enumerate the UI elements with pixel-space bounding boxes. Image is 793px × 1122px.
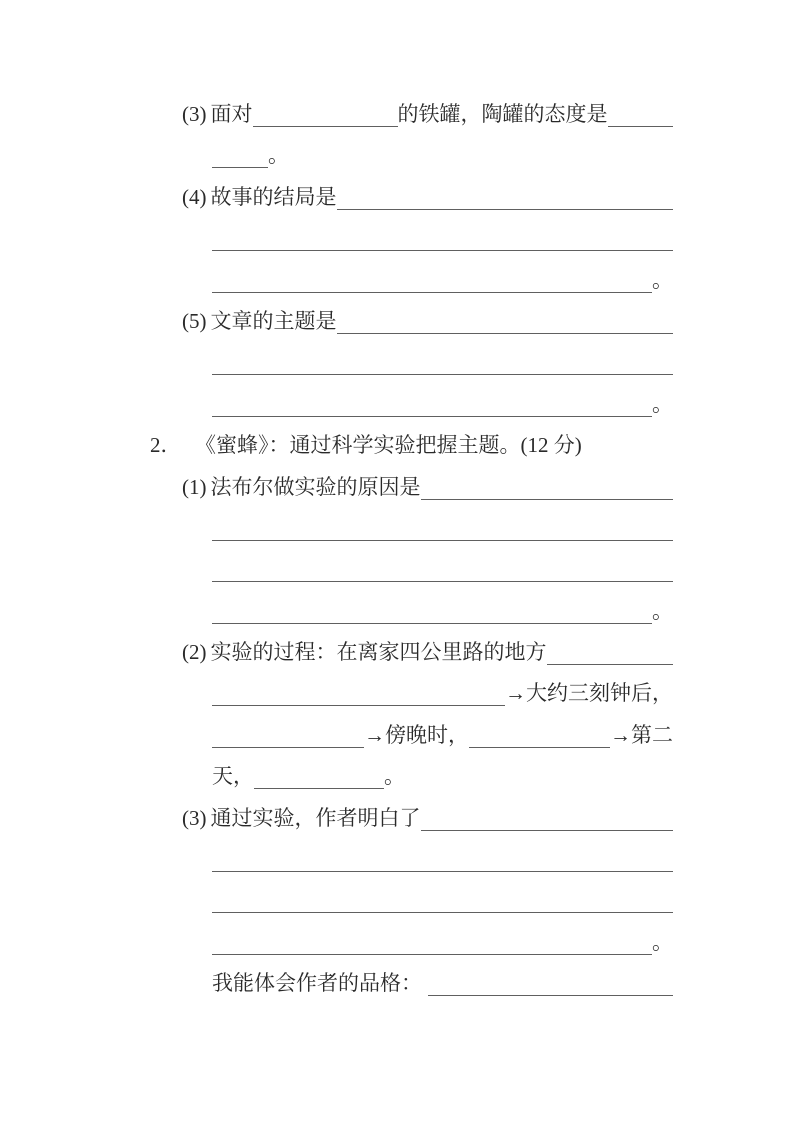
q1-item3-line (182, 86, 673, 127)
answer-blank (212, 705, 505, 706)
q1-item4-cont-line-2 (212, 251, 673, 292)
q2-item1-cont-line-2 (212, 541, 673, 582)
period-mark: 。 (268, 143, 289, 168)
answer-blank (421, 830, 674, 831)
period-mark: 。 (384, 764, 405, 789)
q2-item1-line (182, 458, 673, 499)
period-mark: 。 (652, 598, 673, 623)
answer-blank (254, 788, 384, 789)
q1-item5-cont-line-2 (212, 375, 673, 416)
q2-item3-cont-line-3 (212, 913, 673, 954)
q1-item5-cont-line-1 (212, 334, 673, 375)
question-text: 法布尔做实验的原因是 (210, 474, 421, 499)
q1-item3-cont-line (212, 127, 673, 168)
worksheet-content (0, 86, 793, 997)
q2-item3-cont-line-1 (212, 831, 673, 872)
answer-blank (212, 581, 673, 582)
answer-blank (212, 374, 673, 375)
item-number: (2) (182, 640, 207, 665)
answer-blank (469, 747, 610, 748)
question-text: 实验的过程：在离家四公里路的地方 (210, 640, 547, 665)
q2-item3-line (182, 789, 673, 830)
period-mark: 。 (652, 391, 673, 416)
q1-item5-line (182, 293, 673, 334)
answer-blank (212, 416, 652, 417)
answer-blank (337, 209, 674, 210)
q2-item1-cont-line-1 (212, 500, 673, 541)
item-number: (4) (182, 184, 207, 209)
answer-blank (212, 292, 652, 293)
q2-item2-cont-line-3 (212, 748, 673, 789)
answer-blank (212, 954, 652, 955)
q1-item4-line (182, 168, 673, 209)
answer-blank (212, 167, 268, 168)
question-text: 天， (212, 764, 254, 789)
answer-blank (212, 623, 652, 624)
question-text: →第二 (610, 722, 673, 747)
answer-blank (253, 126, 398, 127)
item-number: (3) (182, 805, 207, 830)
q2-item2-cont-line-1 (212, 665, 673, 706)
question-text: 故事的结局是 (210, 184, 337, 209)
q2-item3-summary-line (212, 955, 673, 996)
period-mark: 。 (652, 929, 673, 954)
q2-item3-cont-line-2 (212, 872, 673, 913)
period-mark: 。 (652, 267, 673, 292)
q1-item4-cont-line-1 (212, 210, 673, 251)
question-text: →傍晚时， (364, 722, 469, 747)
question-text: 文章的主题是 (210, 308, 337, 333)
question-text: 我能体会作者的品格： (212, 971, 422, 996)
q2-item2-line (182, 624, 673, 665)
answer-blank (337, 333, 674, 334)
answer-blank (421, 499, 674, 500)
answer-blank (212, 250, 673, 251)
question-text: →大约三刻钟后， (505, 681, 673, 706)
question-title: 《蜜蜂》：通过科学实验把握主题。(12 分) (195, 433, 582, 458)
question-text: 的铁罐，陶罐的态度是 (397, 101, 608, 126)
answer-blank (428, 995, 673, 996)
item-number: (5) (182, 308, 207, 333)
answer-blank (212, 540, 673, 541)
q2-item1-cont-line-3 (212, 582, 673, 623)
answer-blank (608, 126, 674, 127)
item-number: (3) (182, 101, 207, 126)
answer-blank (212, 747, 364, 748)
item-number: 2． (150, 433, 182, 458)
item-number: (1) (182, 474, 207, 499)
answer-blank (212, 871, 673, 872)
answer-blank (547, 664, 674, 665)
q2-item2-cont-line-2 (212, 706, 673, 747)
question-text: 通过实验，作者明白了 (210, 805, 421, 830)
question-text: 面对 (210, 101, 253, 126)
q2-heading-line (150, 417, 673, 458)
answer-blank (212, 912, 673, 913)
